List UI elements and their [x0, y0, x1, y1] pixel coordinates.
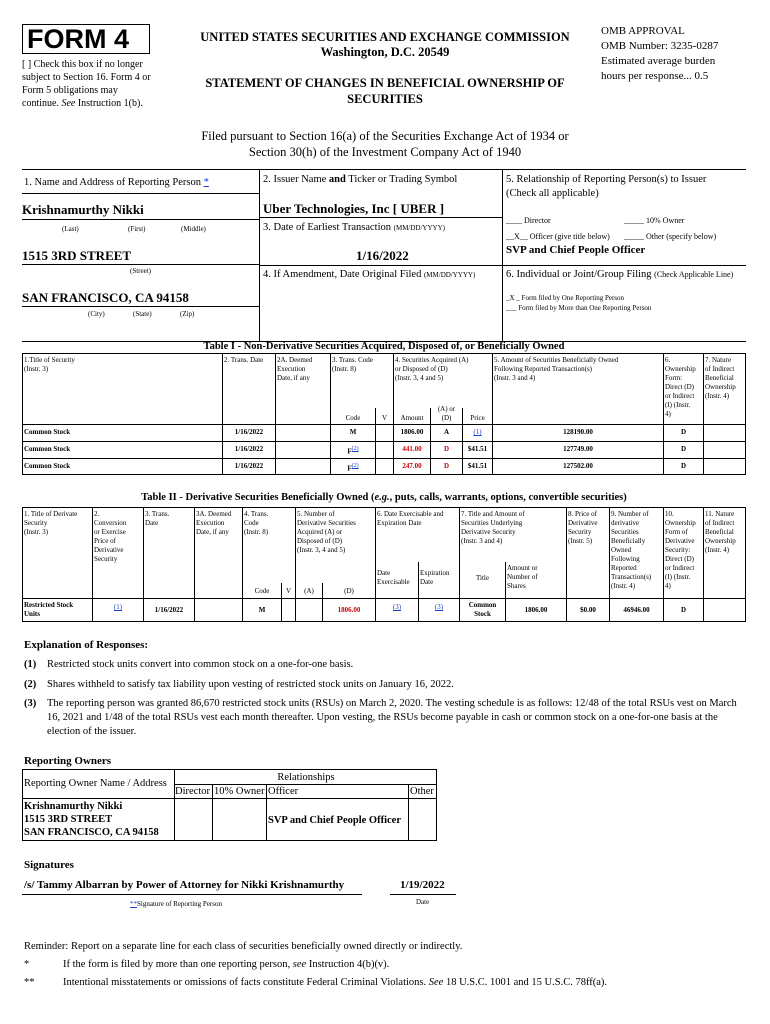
footnote-double-star: ** — [24, 977, 35, 988]
owners-heading: Reporting Owners — [24, 755, 112, 767]
middle-label: (Middle) — [181, 225, 206, 233]
street-label: (Street) — [130, 267, 151, 275]
signatures-heading: Signatures — [24, 859, 74, 871]
owners-col-officer: Officer — [268, 786, 299, 797]
t1-r1-amount: 441.00 — [402, 445, 422, 453]
footnote-star: * — [24, 959, 30, 970]
t1-sub-amount: Amount — [400, 414, 424, 422]
explanation-num-3: (3) — [24, 698, 37, 709]
statement-heading: STATEMENT OF CHANGES IN BENEFICIAL OWNERSHIP OF SECURITIES — [205, 76, 565, 106]
t1-r1-title: Common Stock — [24, 445, 71, 453]
agency-heading: UNITED STATES SECURITIES AND EXCHANGE COMMISSION Washington, D.C. 20549 — [200, 30, 570, 59]
explanation-text-1: Restricted stock units convert into common stock on a one-for-one basis. — [47, 659, 354, 670]
t1-r0-date: 1/16/2022 — [234, 428, 264, 436]
t2-sub-amount: Amount or Number of Shares — [507, 564, 538, 590]
t2-h8: 8. Price of Derivative Security (Instr. 5) — [568, 510, 598, 545]
t1-r1-price: $41.51 — [467, 445, 488, 453]
t2-r0-owned: 46946.00 — [623, 606, 650, 614]
t2-h6: 6. Date Exercisable and Expiration Date — [377, 510, 444, 527]
t1-r2-title: Common Stock — [24, 462, 71, 470]
city-label: (City) — [88, 310, 105, 318]
t2-r0-d: 1806.00 — [337, 606, 361, 614]
t2-r0-exp-footnote[interactable]: (3) — [434, 603, 444, 611]
box2-label: 2. Issuer Name and Ticker or Trading Symbol — [263, 174, 458, 185]
footnote-double-star-link[interactable]: ** — [130, 900, 137, 908]
t2-h11: 11. Nature of Indirect Beneficial Ownership (Instr. 4) — [705, 510, 736, 554]
t1-h2a: 2A. Deemed Execution Date, if any — [277, 356, 313, 382]
t2-r0-form: D — [680, 606, 687, 614]
filed-pursuant: Filed pursuant to Section 16(a) of the Securities Exchange Act of 1934 or Section 30(h) of the Investment Company Act of 1940 — [201, 129, 569, 159]
owners-col-ten: 10% Owner — [214, 786, 265, 797]
t1-r2-code: $F^{(2)}$ — [347, 463, 359, 473]
zip-label: (Zip) — [180, 310, 195, 318]
t1-r2-form: D — [680, 462, 687, 470]
explanation-text-3: The reporting person was granted 86,670 restricted stock units (RSUs) on March 2, 2020. The vesting schedule is as follows: 12/48 of the total RSUs vest on March 16, 2021 and 1/48 of the total RSUs vest each month thereafter. Upon vesting, the RSUs become payable in cash or common stock on a one-for-one basis at the election of the issuer. — [47, 698, 737, 737]
owners-col-other: Other — [410, 786, 434, 797]
officer-option[interactable]: __X__ Officer (give title below) — [506, 232, 610, 241]
table2-title: Table II - Derivative Securities Beneficially Owned (e.g., puts, calls, warrants, options, convertible securities) — [141, 492, 627, 503]
t1-sub-code: Code — [345, 414, 361, 422]
street-value: 1515 3RD STREET — [22, 248, 132, 263]
box1-label: 1. Name and Address of Reporting Person * — [24, 177, 209, 188]
box4-label: 4. If Amendment, Date Original Filed (MM/DD/YYYY) — [263, 269, 476, 280]
state-label: (State) — [133, 310, 152, 318]
t1-r1-form: D — [680, 445, 687, 453]
omb-approval: OMB APPROVAL OMB Number: 3235-0287 Estimated average burden hours per response... 0.5 — [601, 25, 719, 82]
t1-h1: 1.Title of Security (Instr. 3) — [24, 356, 75, 373]
box5-label: 5. Relationship of Reporting Person(s) to Issuer (Check all applicable) — [506, 174, 707, 199]
table1-title: Table I - Non-Derivative Securities Acquired, Disposed of, or Beneficially Owned — [203, 341, 565, 352]
box3-label: 3. Date of Earliest Transaction (MM/DD/YYYY) — [263, 222, 445, 233]
form-title: FORM 4 — [27, 24, 130, 54]
reminder-text: Reminder: Report on a separate line for each class of securities beneficially owned directly or indirectly. — [24, 941, 463, 952]
t2-sub-d: (D) — [344, 587, 354, 595]
t1-r0-owned: 128190.00 — [563, 428, 593, 436]
code-footnote-link[interactable]: (2) — [351, 463, 359, 469]
explanation-heading: Explanation of Responses: — [24, 639, 149, 651]
code-footnote-link[interactable]: (2) — [351, 446, 359, 452]
date-label: Date — [416, 898, 430, 906]
t1-h2: 2. Trans. Date — [224, 356, 264, 364]
t2-sub-title: Title — [476, 574, 489, 582]
t2-r0-price: $0.00 — [580, 606, 596, 614]
officer-title: SVP and Chief People Officer — [506, 244, 646, 256]
t1-r0-title: Common Stock — [24, 428, 71, 436]
t1-r0-form: D — [680, 428, 687, 436]
t1-r2-price: $41.51 — [467, 462, 488, 470]
t1-r0-amount: 1806.00 — [400, 428, 424, 436]
t2-r0-title: Restricted Stock Units — [24, 601, 74, 618]
t1-r2-owned: 127502.00 — [563, 462, 593, 470]
t2-sub-exp: Expiration Date — [420, 569, 450, 586]
reporting-person-name: Krishnamurthy Nikki — [22, 202, 144, 217]
t2-h2: 2. Conversion or Exercise Price of Derivative Security — [94, 510, 127, 563]
t1-sub-v: V — [381, 414, 388, 422]
footnote-star-link[interactable]: * — [203, 177, 209, 188]
owner-name-address: Krishnamurthy Nikki 1515 3RD STREET SAN FRANCISCO, CA 94158 — [24, 801, 159, 838]
t1-r0-code: M — [349, 428, 357, 436]
t1-h6: 6. Ownership Form: Direct (D) or Indirect (I) (Instr. 4) — [665, 356, 696, 418]
explanation-text-2: Shares withheld to satisfy tax liability upon vesting of restricted stock units on January 16, 2022. — [47, 679, 454, 690]
section16-checkbox-text[interactable]: [ ] Check this box if no longer subject to Section 16. Form 4 or Form 5 obligations may continue. See Instruction 1(b). — [22, 59, 151, 109]
t1-h5: 5. Amount of Securities Beneficially Owned Following Reported Transaction(s) (Instr. 3 and 4) — [494, 356, 619, 382]
city-value: SAN FRANCISCO, CA 94158 — [22, 290, 189, 305]
signer-name: /s/ Tammy Albarran by Power of Attorney for Nikki Krishnamurthy — [24, 879, 345, 891]
filing-option-more[interactable]: ___ Form filed by More than One Reporting Person — [506, 304, 652, 312]
other-option[interactable]: _____ Other (specify below) — [624, 232, 717, 241]
t2-r0-und-title: Common Stock — [468, 601, 497, 618]
t2-r0-conv-footnote[interactable]: (1) — [113, 603, 123, 611]
earliest-transaction-date: 1/16/2022 — [356, 248, 409, 263]
filing-option-one[interactable]: _X _ Form filed by One Reporting Person — [506, 294, 625, 302]
owners-col-name: Reporting Owner Name / Address — [24, 778, 167, 789]
t1-h7: 7. Nature of Indirect Beneficial Ownership (Instr. 4) — [705, 356, 736, 400]
t1-r1-owned: 127749.00 — [563, 445, 593, 453]
t1-h4: 4. Securities Acquired (A) or Disposed of (D) (Instr. 3, 4 and 5) — [395, 356, 469, 382]
explanation-num-1: (1) — [24, 659, 37, 670]
t1-r0-aord: A — [443, 428, 450, 436]
box6-label: 6. Individual or Joint/Group Filing (Check Applicable Line) — [506, 269, 734, 280]
t2-h3a: 3A. Deemed Execution Date, if any — [196, 510, 232, 536]
t1-h3: 3. Trans. Code (Instr. 8) — [332, 356, 373, 373]
t2-sub-v: V — [285, 587, 292, 595]
owners-relationships: Relationships — [277, 772, 335, 783]
t2-h1: 1. Title of Derivate Security (Instr. 3) — [24, 510, 78, 536]
director-option[interactable]: ____ Director — [506, 216, 551, 225]
t1-r2-amount: 247.00 — [402, 462, 422, 470]
first-label: (First) — [128, 225, 146, 233]
t2-h3: 3. Trans. Date — [145, 510, 170, 527]
t2-h7: 7. Title and Amount of Securities Underlying Derivative Security (Instr. 3 and 4) — [461, 510, 525, 545]
t1-r0-price-footnote[interactable]: (1) — [473, 428, 482, 436]
t2-h4: 4. Trans. Code (Instr. 8) — [244, 510, 269, 536]
t2-r0-date: 1/16/2022 — [154, 606, 184, 614]
t1-r2-date: 1/16/2022 — [234, 462, 264, 470]
last-label: (Last) — [62, 225, 79, 233]
ten-pct-owner-option[interactable]: _____ 10% Owner — [624, 216, 685, 225]
t1-sub-aord: (A) or (D) — [437, 405, 456, 422]
t1-r1-date: 1/16/2022 — [234, 445, 264, 453]
t1-sub-price: Price — [470, 414, 485, 422]
footnote-star-text: If the form is filed by more than one reporting person, see Instruction 4(b)(v). — [63, 959, 390, 970]
t2-h10: 10. Ownership Form of Derivative Security: Direct (D) or Indirect (I) (Instr. 4) — [665, 510, 696, 590]
t2-h5: 5. Number of Derivative Securities Acquired (A) or Disposed of (D) (Instr. 3, 4 and 5) — [297, 510, 356, 554]
signature-label: **Signature of Reporting Person — [130, 900, 222, 908]
owners-col-director: Director — [175, 786, 210, 797]
t1-r1-aord: D — [443, 445, 450, 453]
t2-r0-date-ex-footnote[interactable]: (3) — [392, 603, 402, 611]
t2-sub-code: Code — [254, 587, 270, 595]
footnote-double-star-text: Intentional misstatements or omissions of facts constitute Federal Criminal Violations. See 18 U.S.C. 1001 and 15 U.S.C. 78ff(a). — [63, 977, 608, 988]
explanation-num-2: (2) — [24, 679, 37, 690]
t2-r0-code: M — [258, 606, 266, 614]
t1-r1-code: $F^{(2)}$ — [347, 446, 359, 456]
t2-sub-a: (A) — [304, 587, 314, 595]
issuer-name: Uber Technologies, Inc [ UBER ] — [263, 201, 445, 216]
t2-h9: 9. Number of derivative Securities Beneficially Owned Following Reported Transaction(s) (Instr. 4) — [611, 510, 652, 590]
owner-officer-value: SVP and Chief People Officer — [268, 815, 401, 826]
signature-date: 1/19/2022 — [400, 879, 445, 891]
t2-r0-und-amount: 1806.00 — [524, 606, 548, 614]
t1-r2-aord: D — [443, 462, 450, 470]
t2-sub-date-ex: Date Exercisable — [377, 569, 410, 586]
